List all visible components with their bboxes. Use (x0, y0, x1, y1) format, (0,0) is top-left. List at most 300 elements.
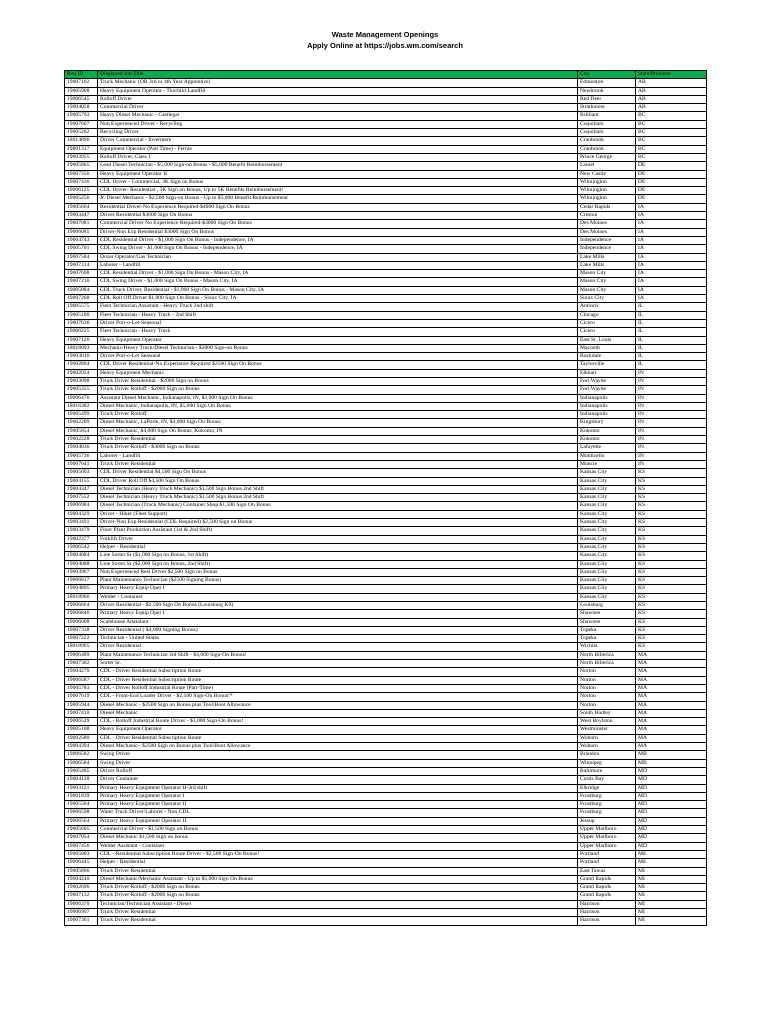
job-title-cell: Assistant Diesel Mechanic, Indianapolis, IN, $2,000 Sign On Bonus (98, 394, 578, 402)
city-cell: Independence (578, 245, 636, 253)
req-id-cell: 19006587 (65, 676, 98, 684)
table-row (65, 236, 707, 244)
table-row (65, 261, 707, 269)
req-id-cell: 19005256 (65, 195, 98, 203)
city-cell: Mason City (578, 278, 636, 286)
job-title-cell: Truck Driver Rolloff - $2000 Sign on Bonus (98, 892, 578, 900)
job-title-cell: CDL Driver Residential $4,500 Sign On Bonus (98, 469, 578, 477)
state-cell: IA (636, 245, 707, 253)
city-cell: Indianapolis (578, 402, 636, 410)
req-id-cell: 19001839 (65, 792, 98, 800)
job-title-cell: Diesel Mechanic $1,500 Sign on bonus (98, 834, 578, 842)
city-cell: Brilliant (578, 112, 636, 120)
city-cell: Baltimore (578, 767, 636, 775)
city-cell: Chicago (578, 311, 636, 319)
req-id-cell: 19006529 (65, 718, 98, 726)
job-title-cell: Driver Residential $3000 Sign On Bonus (98, 212, 578, 220)
job-title-cell: Diesel Mechanic (98, 709, 578, 717)
state-cell: KS (636, 510, 707, 518)
job-title-cell: Water Truck Driver/Laborer - Non CDL (98, 809, 578, 817)
table-row (65, 303, 707, 311)
table-row (65, 460, 707, 468)
state-cell: KS (636, 560, 707, 568)
city-cell: Red Deer (578, 95, 636, 103)
table-row (65, 153, 707, 161)
state-cell: MD (636, 776, 707, 784)
city-cell: Lafayette (578, 444, 636, 452)
city-cell: Laurel (578, 162, 636, 170)
state-cell: KS (636, 577, 707, 585)
job-title-cell: Swing Driver (98, 751, 578, 759)
req-id-cell: 19005736 (65, 452, 98, 460)
job-title-cell: Truck Driver Residential (98, 908, 578, 916)
req-id-cell: 19005202 (65, 129, 98, 137)
city-cell: Frostburg (578, 792, 636, 800)
table-row (65, 892, 707, 900)
table-row (65, 602, 707, 610)
state-cell: MD (636, 842, 707, 850)
table-row (65, 842, 707, 850)
req-id-cell: 19006085 (65, 228, 98, 236)
table-row (65, 319, 707, 327)
state-cell: ME (636, 859, 707, 867)
table-row (65, 626, 707, 634)
state-cell: IL (636, 303, 707, 311)
job-title-cell: Plant Maintenance Technician 3rd Shift - $4,000 Sign-On Bonus! (98, 651, 578, 659)
state-cell: MA (636, 709, 707, 717)
state-cell: MA (636, 676, 707, 684)
req-id-cell: 19007607 (65, 120, 98, 128)
job-title-cell: Dozer Operator/Gas Technician (98, 253, 578, 261)
city-cell: Sioux City (578, 295, 636, 303)
city-cell: Kansas City (578, 585, 636, 593)
req-id-cell: 19005003 (65, 850, 98, 858)
req-id-cell: 18018093 (65, 344, 98, 352)
state-cell: IA (636, 212, 707, 220)
city-cell: Shawnee (578, 618, 636, 626)
city-cell: North Billerica (578, 660, 636, 668)
state-cell: IN (636, 460, 707, 468)
city-cell: East Tawas (578, 867, 636, 875)
city-cell: Upper Marlboro (578, 826, 636, 834)
city-cell: Kokomo (578, 427, 636, 435)
req-id-cell: 19007338 (65, 626, 98, 634)
job-title-cell: Fleet Technician - Heavy Truck (98, 328, 578, 336)
job-title-cell: Laborer - Landfill (98, 261, 578, 269)
table-row (65, 187, 707, 195)
state-cell: IL (636, 361, 707, 369)
job-title-cell: Diesel Mechanic, Indianapolis, IN, $5,000 Sign On Bonus (98, 402, 578, 410)
req-id-cell: 19007619 (65, 693, 98, 701)
city-cell: New Castle (578, 170, 636, 178)
state-cell: KS (636, 610, 707, 618)
city-cell: South Hadley (578, 709, 636, 717)
state-cell: IN (636, 386, 707, 394)
job-title-cell: Commercial Driver No Experience Required-$3000 Sign On Bonus (98, 220, 578, 228)
state-cell: IN (636, 419, 707, 427)
job-title-cell: Rolloff Driver, Class 1 (98, 153, 578, 161)
city-cell: Independence (578, 236, 636, 244)
req-id-cell: 19002209 (65, 419, 98, 427)
job-title-cell: Line Sorter Sr ($2,000 Sign on Bonus, 2nd Shift) (98, 560, 578, 568)
job-title-cell: Truck Driver Rolloff - $2000 Sign on Bonus (98, 884, 578, 892)
table-row (65, 767, 707, 775)
req-id-cell: 19007636 (65, 319, 98, 327)
req-id-cell: 19006445 (65, 859, 98, 867)
state-cell: AB (636, 104, 707, 112)
state-cell: KS (636, 635, 707, 643)
state-cell: BC (636, 120, 707, 128)
job-title-cell: Primary Heavy Equip Oper I (98, 585, 578, 593)
table-row (65, 618, 707, 626)
req-id-cell: 19003098 (65, 377, 98, 385)
state-cell: KS (636, 502, 707, 510)
city-cell: East St. Louis (578, 336, 636, 344)
job-title-cell: Line Sorter Sr ($1,000 Sign on Bonus, 1st Shift) (98, 552, 578, 560)
req-id-cell: 19006476 (65, 394, 98, 402)
req-id-cell: 19007222 (65, 635, 98, 643)
city-cell: Antioch (578, 303, 636, 311)
req-id-cell: 19007552 (65, 494, 98, 502)
city-cell: Newbrook (578, 87, 636, 95)
req-id-cell: 19005485 (65, 767, 98, 775)
city-cell: Mason City (578, 286, 636, 294)
job-title-cell: Primary Heavy Equipment Operator II (98, 817, 578, 825)
state-cell: MA (636, 743, 707, 751)
table-row (65, 709, 707, 717)
table-row (65, 394, 707, 402)
state-cell: AB (636, 79, 707, 87)
table-row (65, 684, 707, 692)
table-row (65, 593, 707, 601)
state-cell: BC (636, 112, 707, 120)
table-row (65, 850, 707, 858)
job-title-cell: Helper - Residential (98, 859, 578, 867)
state-cell: KS (636, 485, 707, 493)
city-cell: Portland (578, 850, 636, 858)
city-cell: Kansas City (578, 494, 636, 502)
table-row (65, 95, 707, 103)
req-id-cell: 19006997 (65, 908, 98, 916)
job-title-cell: CDL - Rolloff Industrial Route Driver - $3,000 Sign-On Bonus! (98, 718, 578, 726)
req-id-cell: 19004329 (65, 510, 98, 518)
job-title-cell: Commercial Driver (98, 104, 578, 112)
state-cell: IL (636, 336, 707, 344)
table-row (65, 867, 707, 875)
city-cell: Monticello (578, 452, 636, 460)
table-row (65, 485, 707, 493)
city-cell: Strathmore (578, 104, 636, 112)
req-id-cell: 19003491 (65, 519, 98, 527)
req-id-cell: 19002228 (65, 436, 98, 444)
city-cell: Edmonton (578, 79, 636, 87)
table-header-row (65, 71, 707, 79)
req-id-cell: 19005866 (65, 867, 98, 875)
req-id-cell: 19005603 (65, 469, 98, 477)
state-cell: DE (636, 195, 707, 203)
city-cell: Cranbrook (578, 137, 636, 145)
state-cell: MA (636, 734, 707, 742)
state-cell: KS (636, 593, 707, 601)
city-cell: Cedar Rapids (578, 203, 636, 211)
job-title-cell: Heavy Equipment Operator II (98, 170, 578, 178)
job-title-cell: Driver - Hiker (Fleet Support) (98, 510, 578, 518)
req-id-cell: 19006664 (65, 602, 98, 610)
req-id-cell: 19007314 (65, 261, 98, 269)
table-row (65, 137, 707, 145)
city-cell: Jessup (578, 817, 636, 825)
job-title-cell: Fleet Technician - Heavy Truck - 2nd Shift (98, 311, 578, 319)
table-row (65, 344, 707, 352)
state-cell: DE (636, 170, 707, 178)
req-id-cell: 18018966 (65, 593, 98, 601)
req-id-cell: 19003121 (65, 784, 98, 792)
req-id-cell: 18018965 (65, 643, 98, 651)
job-title-cell: Truck Mechanic (OR 3rd or 4th Year Apprentice) (98, 79, 578, 87)
table-row (65, 120, 707, 128)
table-row (65, 519, 707, 527)
job-title-cell: Welder - Container (98, 593, 578, 601)
req-id-cell: 19004270 (65, 668, 98, 676)
city-cell: Kansas City (578, 543, 636, 551)
table-row (65, 543, 707, 551)
city-cell: Cranbrook (578, 145, 636, 153)
page-title: Waste Management Openings (331, 30, 439, 39)
req-id-cell: 19006846 (65, 610, 98, 618)
state-cell: MA (636, 693, 707, 701)
job-title-cell: Truck Driver Residential (98, 436, 578, 444)
job-title-cell: CDL Driver Residential-No Experience Required $2500 Sign On Bonus (98, 361, 578, 369)
state-cell: MA (636, 701, 707, 709)
req-id-cell: 19004394 (65, 743, 98, 751)
state-cell: BC (636, 153, 707, 161)
city-cell: Kokomo (578, 436, 636, 444)
state-cell: IA (636, 228, 707, 236)
table-row (65, 826, 707, 834)
state-cell: MI (636, 884, 707, 892)
req-id-cell: 19004058 (65, 104, 98, 112)
table-row (65, 734, 707, 742)
state-cell: IL (636, 353, 707, 361)
req-id-cell: 19007436 (65, 178, 98, 186)
city-cell: Norton (578, 701, 636, 709)
state-cell: MA (636, 684, 707, 692)
table-row (65, 701, 707, 709)
req-id-cell: 19007641 (65, 460, 98, 468)
state-cell: MB (636, 751, 707, 759)
table-row (65, 220, 707, 228)
table-row (65, 419, 707, 427)
state-cell: MI (636, 875, 707, 883)
job-title-cell: Heavy Diesel Mechanic - Castlegar (98, 112, 578, 120)
table-row (65, 817, 707, 825)
state-cell: KS (636, 469, 707, 477)
job-title-cell: Driver Rolloff (98, 767, 578, 775)
req-id-cell: 19004895 (65, 585, 98, 593)
job-title-cell: CDL Driver Roll Off $4,500 Sign On Bonus (98, 477, 578, 485)
table-row (65, 801, 707, 809)
job-title-cell: Driver Residential - $2,500 Sign On Bonus (Louisburg KS) (98, 602, 578, 610)
table-row (65, 311, 707, 319)
state-cell: MD (636, 826, 707, 834)
job-title-cell: Diesel Technician (Truck Mechanic) Container Shop $1,500 Sign On Bonus (98, 502, 578, 510)
state-cell: IL (636, 319, 707, 327)
table-row (65, 776, 707, 784)
req-id-cell: 19006582 (65, 751, 98, 759)
job-title-cell: CDL - Driver Residential Subscription Route (98, 734, 578, 742)
city-cell: Fort Wayne (578, 386, 636, 394)
state-cell: MA (636, 668, 707, 676)
state-cell: IN (636, 444, 707, 452)
req-id-cell: 19004836 (65, 444, 98, 452)
city-cell: Creston (578, 212, 636, 220)
state-cell: IN (636, 427, 707, 435)
state-cell: KS (636, 535, 707, 543)
state-cell: MD (636, 792, 707, 800)
req-id-cell: 19005865 (65, 162, 98, 170)
job-title-cell: Driver Port-o-Let Seasonal (98, 353, 578, 361)
job-title-cell: Primary Heavy Equip Oper I (98, 610, 578, 618)
job-title-cell: CDL Driver - Commercial, 3K Sign on Bonus (98, 178, 578, 186)
state-cell: MI (636, 900, 707, 908)
table-row (65, 908, 707, 916)
table-row (65, 195, 707, 203)
table-row (65, 917, 707, 925)
city-cell: Coquitlam (578, 129, 636, 137)
req-id-cell: 19005908 (65, 87, 98, 95)
city-cell: Topeka (578, 635, 636, 643)
state-cell: AB (636, 95, 707, 103)
city-cell: Norton (578, 668, 636, 676)
req-id-cell: 19005793 (65, 112, 98, 120)
state-cell: MD (636, 809, 707, 817)
table-row (65, 651, 707, 659)
req-id-cell: 19007584 (65, 253, 98, 261)
req-id-cell: 19007132 (65, 892, 98, 900)
state-cell: MI (636, 892, 707, 900)
table-row (65, 79, 707, 87)
jobs-table-body (65, 79, 707, 925)
city-cell: Norton (578, 693, 636, 701)
state-cell: IA (636, 261, 707, 269)
table-row (65, 145, 707, 153)
job-title-cell: Technician/Technician Assistant - Diesel (98, 900, 578, 908)
job-title-cell: Lead Diesel Technician - $5,000 Sign-on Bonus - $5,000 Benefit Reimbursement (98, 162, 578, 170)
city-cell: Norton (578, 684, 636, 692)
req-id-cell: 19006008 (65, 618, 98, 626)
table-row (65, 477, 707, 485)
req-id-cell: 19004240 (65, 875, 98, 883)
city-cell: Upper Marlboro (578, 834, 636, 842)
state-cell: MI (636, 917, 707, 925)
job-title-cell: Truck Driver Rolloff - $2000 Sign on Bonus (98, 386, 578, 394)
table-row (65, 668, 707, 676)
table-row (65, 610, 707, 618)
req-id-cell: 19006542 (65, 543, 98, 551)
req-id-cell: 19003447 (65, 212, 98, 220)
job-title-cell: Laborer - Landfill (98, 452, 578, 460)
state-cell: MA (636, 726, 707, 734)
city-cell: Lake Mills (578, 261, 636, 269)
req-id-cell: 19007302 (65, 660, 98, 668)
city-cell: Wichita (578, 643, 636, 651)
job-title-cell: Diesel Mechanic - $2500 Sign on Bonus plus Tool/Boot Allowance (98, 701, 578, 709)
city-cell: Kansas City (578, 560, 636, 568)
state-cell: MD (636, 784, 707, 792)
req-id-cell: 19007456 (65, 842, 98, 850)
table-row (65, 402, 707, 410)
page-subtitle: Apply Online at https://jobs.wm.com/search (307, 41, 463, 50)
city-cell: Westminster (578, 726, 636, 734)
req-id-cell: 19006370 (65, 900, 98, 908)
state-cell: KS (636, 618, 707, 626)
state-cell: IN (636, 369, 707, 377)
req-id-cell: 19002580 (65, 734, 98, 742)
state-cell: IA (636, 236, 707, 244)
req-id-cell: 19005499 (65, 411, 98, 419)
city-cell: Harrison (578, 900, 636, 908)
table-row (65, 203, 707, 211)
req-id-cell: 19005575 (65, 303, 98, 311)
state-cell: IA (636, 270, 707, 278)
state-cell: IN (636, 394, 707, 402)
table-row (65, 386, 707, 394)
city-cell: Macomb (578, 344, 636, 352)
job-title-cell: CDL - Driver Residential Subscription Route (98, 668, 578, 676)
table-row (65, 212, 707, 220)
city-cell: Indianapolis (578, 394, 636, 402)
job-title-cell: CDL - Driver Rolloff Industrial Route (Part-Time) (98, 684, 578, 692)
req-id-cell: 19003479 (65, 527, 98, 535)
job-title-cell: Commercial Driver - $1,500 Sign on Bonus (98, 826, 578, 834)
city-cell: Frostburg (578, 801, 636, 809)
city-cell: Prince George (578, 153, 636, 161)
job-title-cell: Scalehouse Attendant (98, 618, 578, 626)
job-title-cell: Driver-Non Exp Residential $3000 Sign On Bonus (98, 228, 578, 236)
state-cell: KS (636, 527, 707, 535)
req-id-cell: 19003955 (65, 153, 98, 161)
job-title-cell: Helper - Residential (98, 543, 578, 551)
city-cell: Kingsbury (578, 419, 636, 427)
table-row (65, 245, 707, 253)
city-cell: Rockdale (578, 353, 636, 361)
job-title-cell: Swing Driver (98, 759, 578, 767)
city-cell: Taylorville (578, 361, 636, 369)
state-cell: KS (636, 626, 707, 634)
req-id-cell: 19005605 (65, 826, 98, 834)
table-row (65, 792, 707, 800)
req-id-cell: 19002696 (65, 884, 98, 892)
table-row (65, 510, 707, 518)
table-row (65, 676, 707, 684)
city-cell: Woburn (578, 743, 636, 751)
table-row (65, 693, 707, 701)
table-row (65, 228, 707, 236)
job-title-cell: CDL Residential Driver - $1,000 Sign On Bonus - Independence, IA (98, 236, 578, 244)
city-cell: Woburn (578, 734, 636, 742)
state-cell: IL (636, 311, 707, 319)
table-row (65, 643, 707, 651)
state-cell: KS (636, 568, 707, 576)
table-row (65, 635, 707, 643)
city-cell: Kansas City (578, 568, 636, 576)
table-row (65, 369, 707, 377)
table-row (65, 444, 707, 452)
city-cell: Elkridge (578, 784, 636, 792)
job-title-cell: Primary Heavy Equipment Operator II (98, 801, 578, 809)
job-title-cell: CDL - Front-End Loader Driver - $2,500 Sign-On Bonus!* (98, 693, 578, 701)
state-cell: IN (636, 377, 707, 385)
